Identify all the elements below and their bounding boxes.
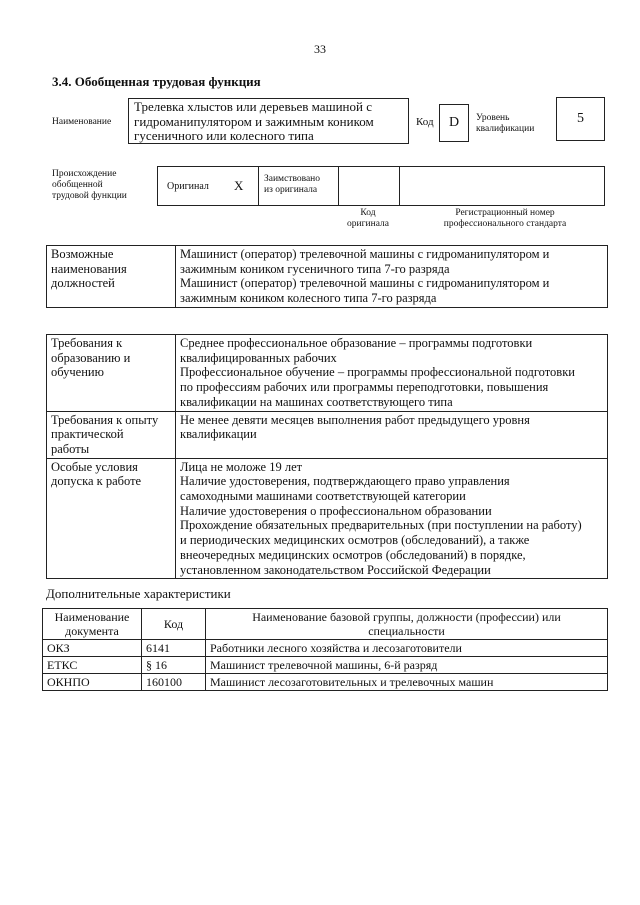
additional-table (42, 608, 608, 691)
table-header-row (43, 609, 608, 640)
page-number: 33 (314, 42, 326, 56)
origin-table (157, 166, 605, 206)
table-row (43, 674, 608, 691)
group-name-cell: Машинист трелевочной машины, 6-й разряд (206, 657, 608, 674)
table-row (43, 640, 608, 657)
table-row (47, 458, 608, 579)
special-conditions-label: Особые условия допуска к работе (47, 458, 176, 579)
requirements-table (46, 334, 608, 579)
header-group-name: Наименование базовой группы, должности (профессии) или специальности (206, 609, 608, 640)
name-line: гидроманипулятором и зажимным коником (134, 113, 374, 129)
name-value-box (128, 98, 409, 144)
code-value: D (439, 104, 469, 142)
name-line: Трелевка хлыстов или деревьев машиной с (134, 99, 372, 114)
code-original-caption: Код оригинала (347, 208, 389, 229)
code-label: Код (416, 116, 434, 128)
level-label: Уровень квалификации (476, 113, 535, 134)
special-conditions-value: Лица не моложе 19 лет Наличие удостоверения, подтверждающего право управления самоходными машинами соответствующей категории Наличие удостоверения о профессиональном образовании Прохождение обязательных предварительных (при поступлении на работу) и периодических медицинских осмотров (обследований), а также внеочередных медицинских осмотров (обследований) в порядке, установленном законодательством Российской Федерации (176, 458, 608, 579)
level-value: 5 (556, 97, 605, 141)
education-value: Среднее профессиональное образование – программы подготовки квалифицированных рабочих Профессиональное обучение – программы профессиональной подготовки по профессиям рабочих или программы переподготовки, повышения квалификации на машинах соответствующего типа (176, 335, 608, 412)
header-doc-name: Наименование документа (43, 609, 142, 640)
borrowed-label: Заимствовано из оригинала (264, 174, 321, 195)
positions-label: Возможные наименования должностей (47, 246, 176, 308)
doc-name-cell: ЕТКС (43, 657, 142, 674)
code-cell: 6141 (142, 640, 206, 657)
experience-value: Не менее девяти месяцев выполнения работ предыдущего уровня квалификации (176, 411, 608, 458)
origin-label: Происхождение обобщенной трудовой функции (52, 169, 127, 201)
positions-values: Машинист (оператор) трелевочной машины с гидроманипулятором и зажимным коником гусеничного типа 7-го разряда Машинист (оператор) трелевочной машины с гидроманипулятором и зажимным коником колесного типа 7-го разряда (176, 246, 608, 308)
reg-number-caption: Регистрационный номер профессионального стандарта (443, 208, 567, 229)
table-row (47, 246, 608, 308)
group-name-cell: Машинист лесозаготовительных и трелевочных машин (206, 674, 608, 691)
additional-title: Дополнительные характеристики (46, 586, 231, 601)
doc-name-cell: ОКНПО (43, 674, 142, 691)
name-label: Наименование (52, 117, 112, 127)
original-mark: X (234, 178, 244, 193)
code-cell: § 16 (142, 657, 206, 674)
table-row (47, 411, 608, 458)
table-row (43, 657, 608, 674)
education-label: Требования к образованию и обучению (47, 335, 176, 412)
code-cell: 160100 (142, 674, 206, 691)
group-name-cell: Работники лесного хозяйства и лесозаготовители (206, 640, 608, 657)
section-title: 3.4. Обобщенная трудовая функция (52, 74, 261, 89)
experience-label: Требования к опыту практической работы (47, 411, 176, 458)
header-code: Код (142, 609, 206, 640)
table-row (47, 335, 608, 412)
positions-table (46, 245, 608, 308)
name-line: гусеничного или колесного типа (134, 128, 314, 143)
original-label: Оригинал (167, 181, 209, 192)
doc-name-cell: ОКЗ (43, 640, 142, 657)
